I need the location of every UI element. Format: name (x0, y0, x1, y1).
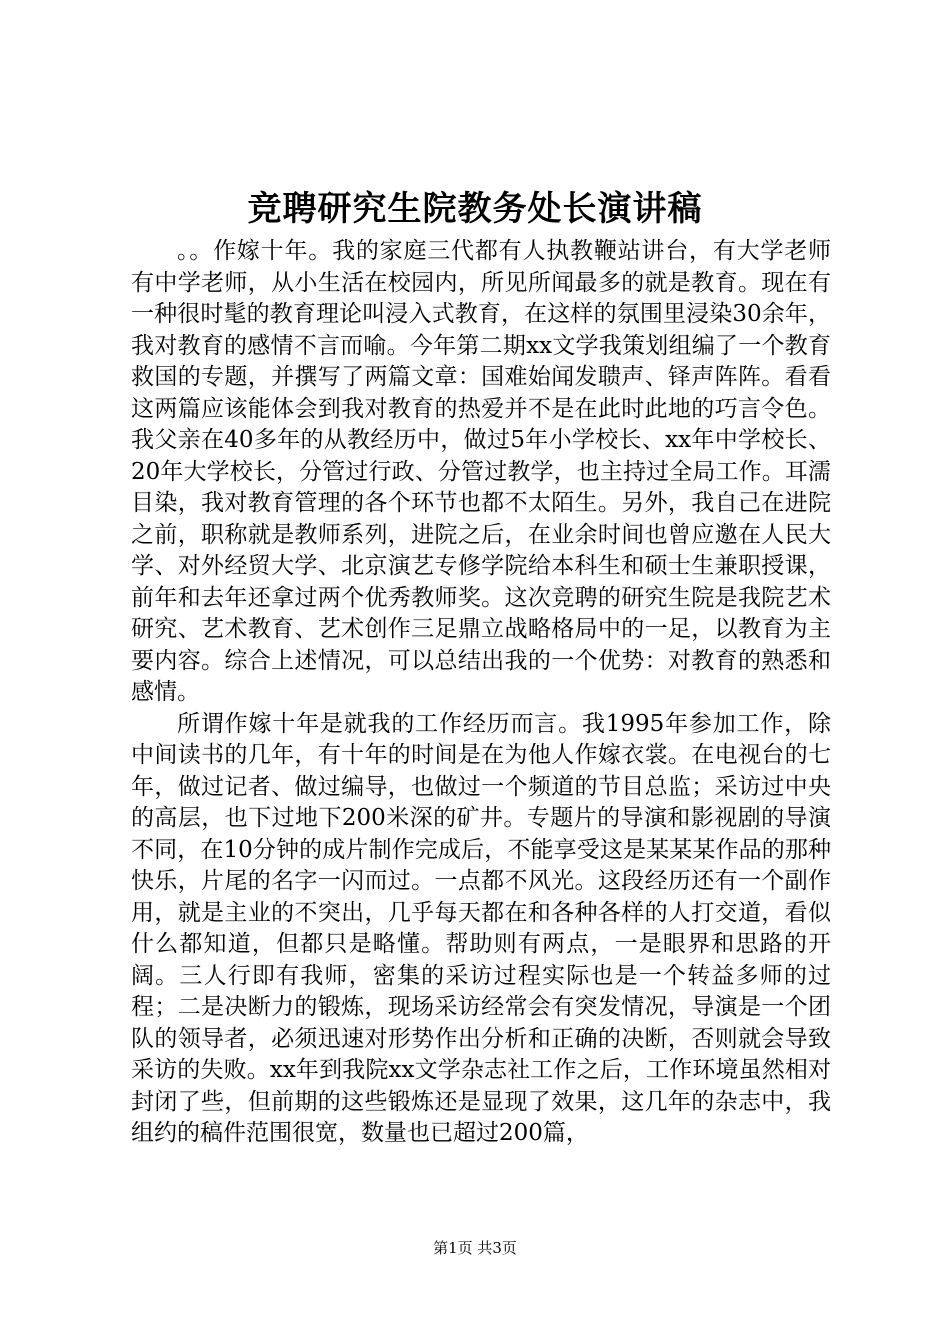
page-number-footer: 第1页 共3页 (433, 1239, 517, 1257)
body-paragraph-2: 所谓作嫁十年是就我的工作经历而言。我1995年参加工作，除中间读书的几年，有十年的时间是在为他人作嫁衣裳。在电视台的七年，做过记者、做过编导，也做过一个频道的节目总监；采访过中央的高层，也下过地下200米深的矿井。专题片的导演和影视剧的导演不同，在10分钟的成片制作完成后，不能享受这是某某某作品的那种快乐，片尾的名字一闪而过。一点都不风光。这段经历还有一个副作用，就是主业的不突出，几乎每天都在和各种各样的人打交道，看似什么都知道，但都只是略懂。帮助则有两点，一是眼界和思路的开阔。三人行即有我师，密集的采访过程实际也是一个转益多师的过程；二是决断力的锻炼，现场采访经常会有突发情况，导演是一个团队的领导者，必须迅速对形势作出分析和正确的决断，否则就会导致采访的失败。xx年到我院xx文学杂志社工作之后，工作环境虽然相对封闭了些，但前期的这些锻炼还是显现了效果，这几年的杂志中，我组约的稿件范围很宽，数量也已超过200篇， (131, 710, 831, 1146)
document-body (131, 236, 831, 1150)
document-title: 竞聘研究生院教务处长演讲稿 (247, 189, 703, 229)
body-paragraph-1: 。。作嫁十年。我的家庭三代都有人执教鞭站讲台，有大学老师有中学老师，从小生活在校园内，所见所闻最多的就是教育。现在有一种很时髦的教育理论叫浸入式教育，在这样的氛围里浸染30余年，我对教育的感情不言而喻。今年第二期xx文学我策划组编了一个教育救国的专题，并撰写了两篇文章：国难始闻发聩声、铎声阵阵。看看这两篇应该能体会到我对教育的热爱并不是在此时此地的巧言令色。我父亲在40多年的从教经历中，做过5年小学校长、xx年中学校长、20年大学校长，分管过行政、分管过教学，也主持过全局工作。耳濡目染，我对教育管理的各个环节也都不太陌生。另外，我自己在进院之前，职称就是教师系列，进院之后，在业余时间也曾应邀在人民大学、对外经贸大学、北京演艺专修学院给本科生和硕士生兼职授课，前年和去年还拿过两个优秀教师奖。这次竞聘的研究生院是我院艺术研究、艺术教育、艺术创作三足鼎立战略格局中的一足，以教育为主要内容。综合上述情况，可以总结出我的一个优势：对教育的熟悉和感情。 (131, 238, 831, 705)
